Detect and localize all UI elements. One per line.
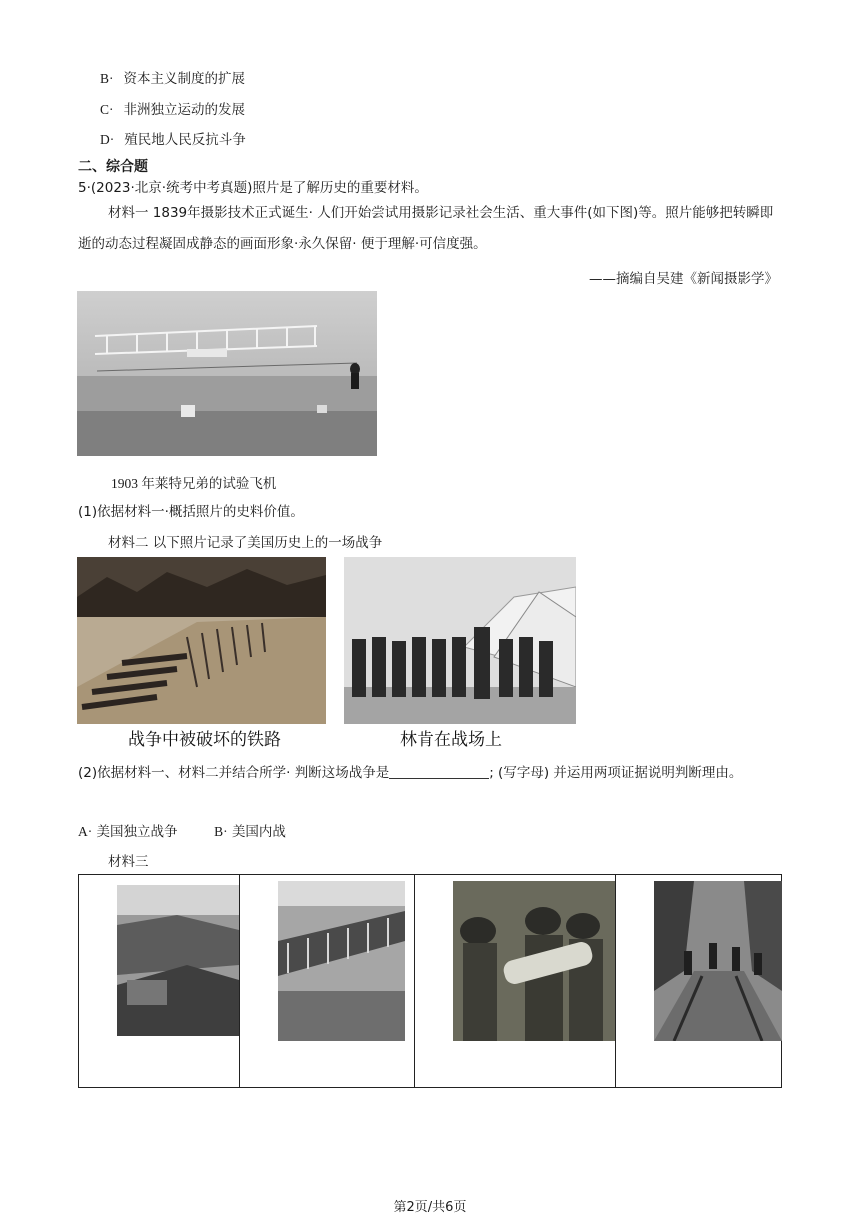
option-c [100,98,245,118]
option-letter: B· [214,824,228,839]
question-5: 5·(2023·北京·统考中考真题)照片是了解历史的重要材料。 [78,180,428,196]
dam-photo [278,881,405,1041]
option-text: 殖民地人民反抗斗争 [124,132,246,148]
material-3-table [78,874,782,1088]
material-3-cell-3 [415,875,616,1088]
wright-plane-photo [77,291,377,456]
option-letter: D· [100,132,115,147]
option-d [100,128,246,148]
soldiers-image [453,881,615,1041]
destroyed-railroad-photo [77,557,326,724]
material-3-cell-1 [79,875,240,1088]
railway-workers-photo [654,881,782,1041]
option-letter: C· [100,102,114,117]
sub-2-options [78,820,286,840]
ruins-image [117,885,239,1036]
sub-question-2 [78,758,778,789]
material-2-caption-left: 战争中被破坏的铁路 [128,730,281,750]
material-3-label: 材料三 [108,854,149,870]
answer-blank[interactable] [389,764,489,779]
material-2-caption-right: 林肯在战场上 [400,730,502,750]
soldiers-photo [453,881,615,1041]
lincoln-battlefield-photo [344,557,576,724]
material-3-cell-4 [616,875,782,1088]
wright-plane-image [77,291,377,456]
option-text: 非洲独立运动的发展 [123,102,245,118]
railroad-image [77,557,326,724]
sub-question-1: (1)依据材料一·概括照片的史料价值。 [78,504,304,520]
sub-question-2-after: ; (写字母) 并运用两项证据说明判断理由。 [489,765,743,781]
material-1-source: ——摘编自吴建《新闻摄影学》 [589,271,778,287]
option-text: 美国独立战争 [96,824,178,840]
section-title: 二、综合题 [78,159,148,175]
option-text: 资本主义制度的扩展 [123,71,245,87]
railway-workers-image [654,881,782,1041]
option-b [100,67,245,87]
ruins-photo [117,885,239,1036]
option-letter: A· [78,824,93,839]
page-footer: 第2页/共6页 [393,1200,467,1215]
material-3-cell-2 [240,875,415,1088]
dam-image [278,881,405,1041]
option-letter: B· [100,71,114,86]
sub-question-2-before: (2)依据材料一、材料二并结合所学· 判断这场战争是 [78,765,390,781]
material-2-intro: 材料二 以下照片记录了美国历史上的一场战争 [108,535,383,551]
material-1-text: 材料一 1839年摄影技术正式诞生· 人们开始尝试用摄影记录社会生活、重大事件(如下图)等。照片能够把转瞬即逝的动态过程凝固成静态的画面形象·永久保留· 便于理解·可信度强。 [78,205,774,252]
lincoln-image [344,557,576,724]
option-text: 美国内战 [231,824,286,840]
material-1-photo-caption: 1903 年莱特兄弟的试验飞机 [111,476,277,491]
